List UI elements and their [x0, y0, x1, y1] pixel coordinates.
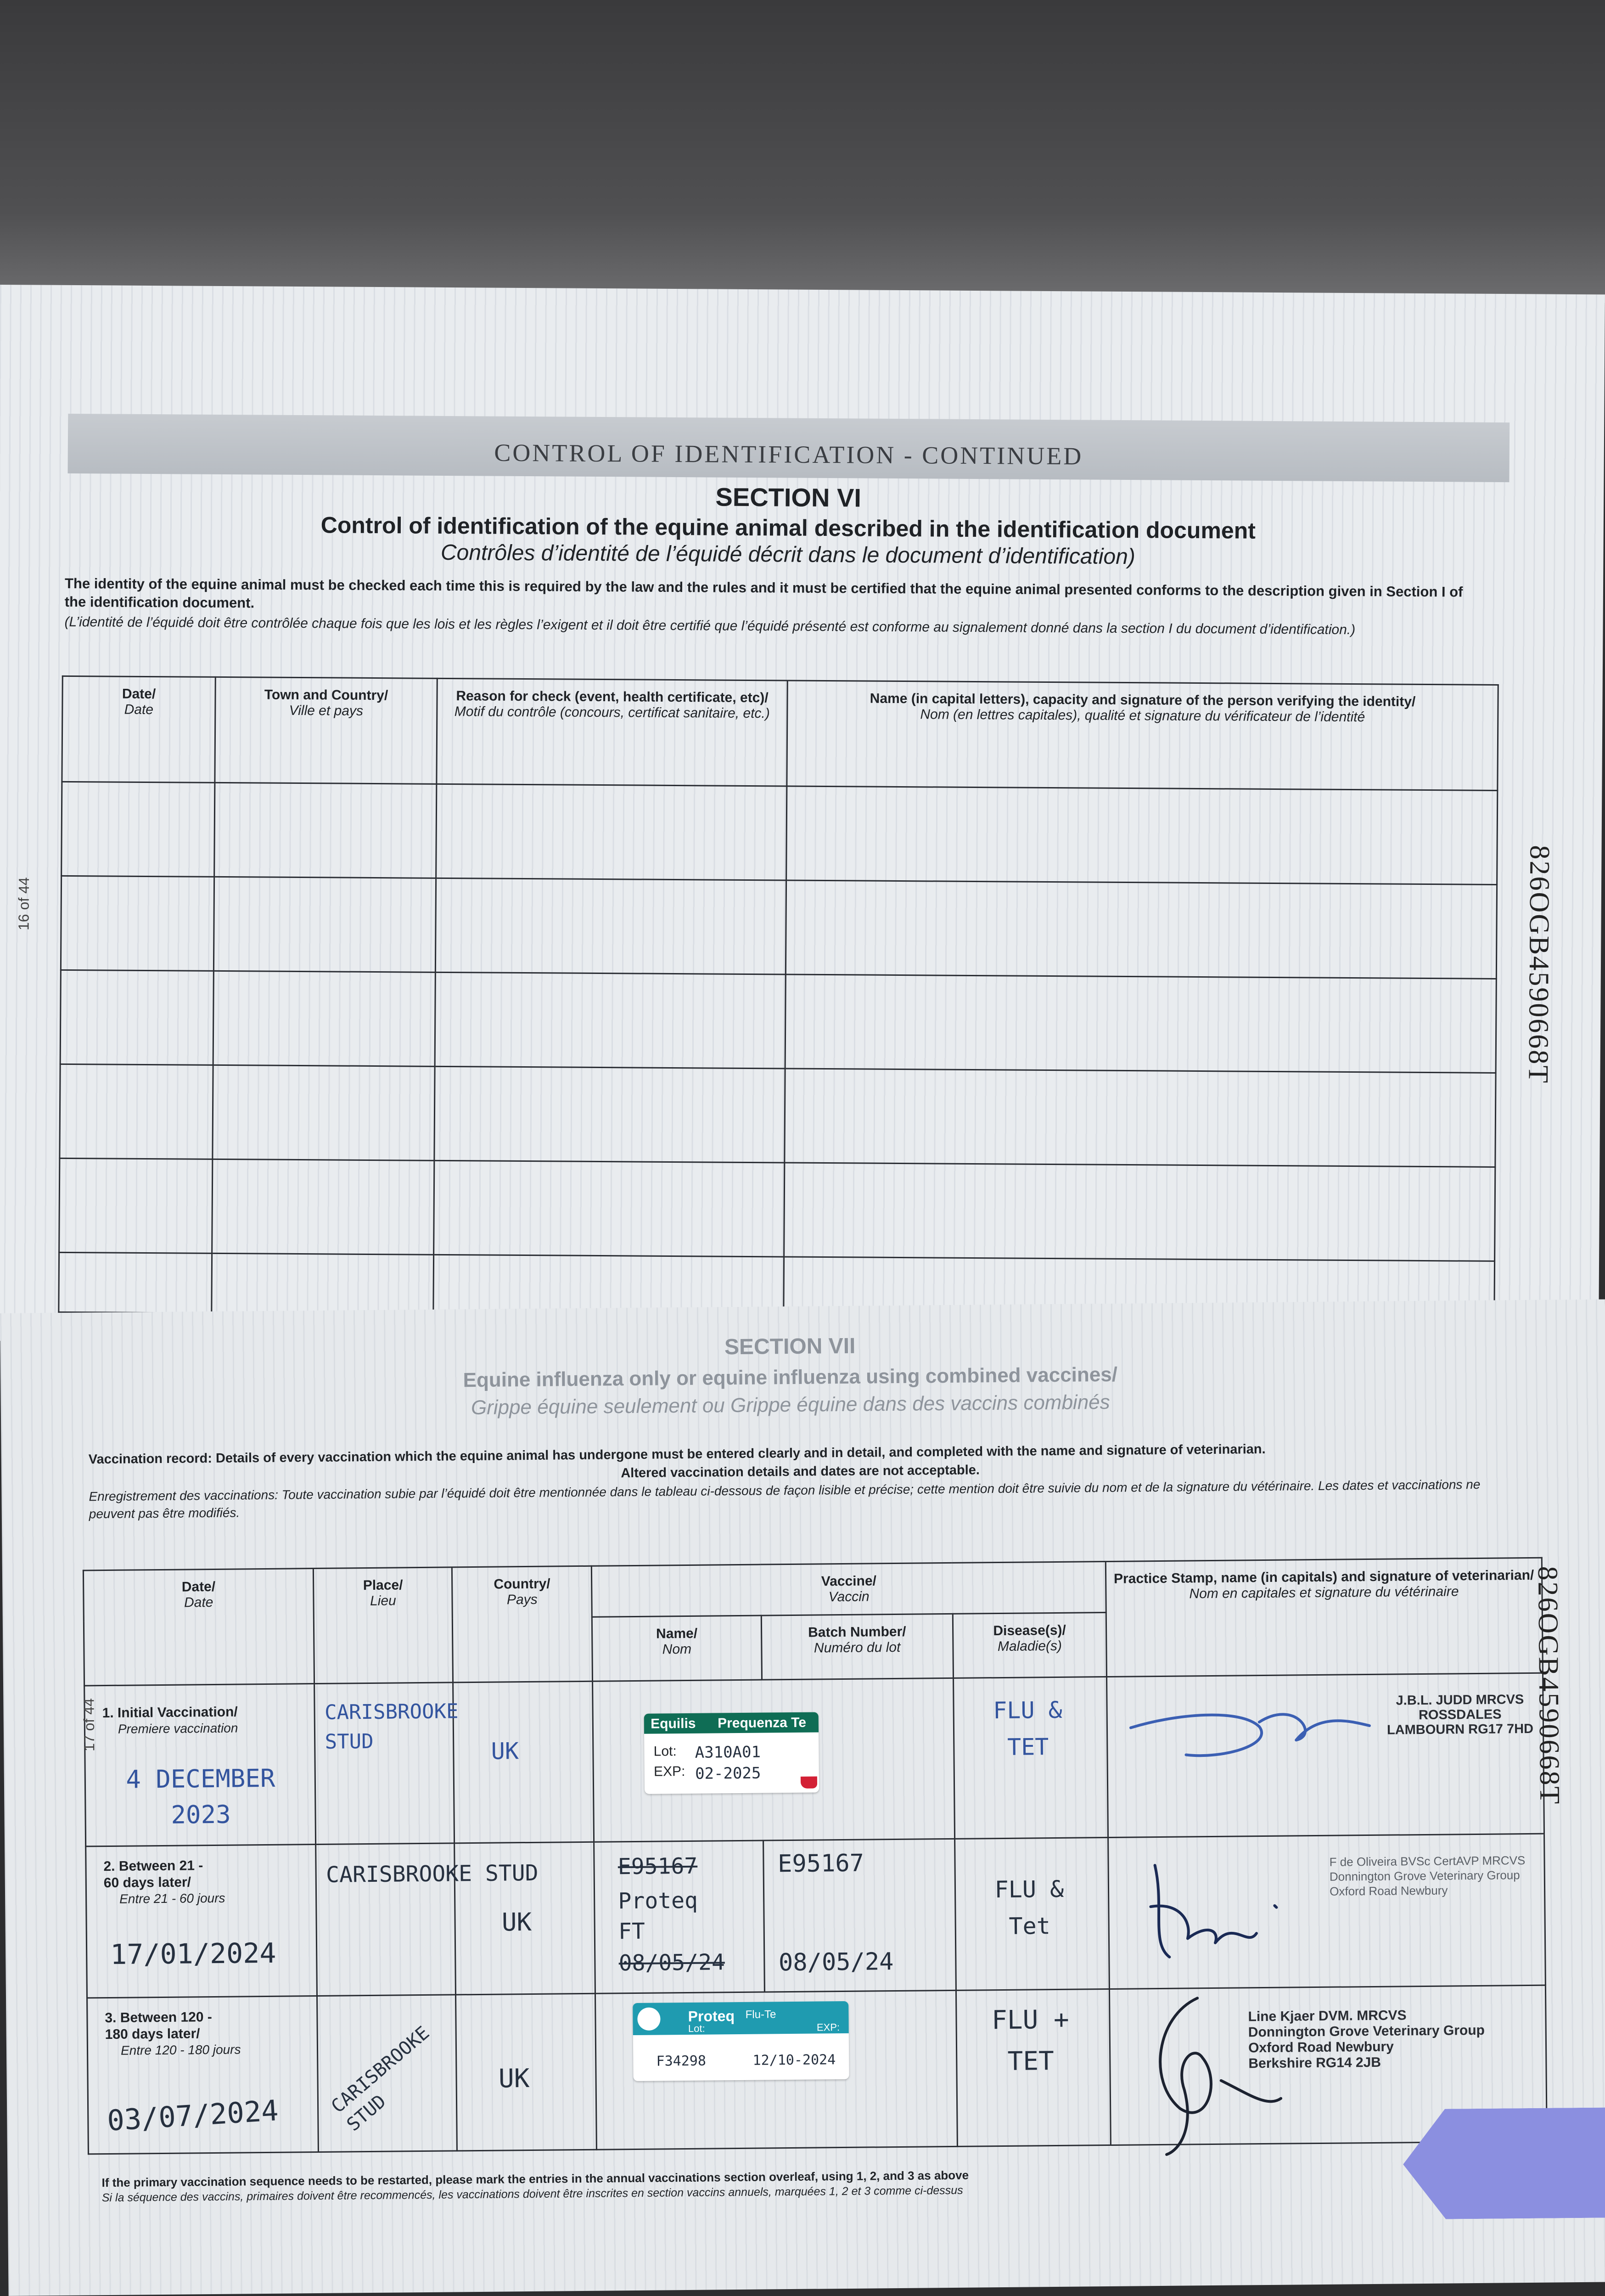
- vaccination-country: UK: [498, 2063, 530, 2094]
- sticker-product: Prequenza Te: [718, 1715, 807, 1731]
- sticker-product: Proteq: [688, 2008, 735, 2025]
- sticker-exp-label: EXP:: [816, 2021, 840, 2033]
- vaccination-place: CARISBROOKE STUD: [325, 1860, 539, 1888]
- section-title: SECTION VII: [724, 1334, 856, 1360]
- vaccine-name: Proteq FT: [618, 1887, 698, 1945]
- col-place: Place/ Lieu: [314, 1567, 453, 1684]
- sticker-exp-label: EXP:: [653, 1764, 685, 1779]
- row-label: 3. Between 120 - 180 days later/: [105, 2009, 212, 2043]
- batch-number: E95167: [777, 1849, 864, 1878]
- page-section-vi: [0, 285, 1605, 1351]
- intro-text-fr: Enregistrement des vaccinations: Toute vaccination subie par l’équidé doit être mentionnée dans le tableau ci-dessous de façon lisible et précise; cette mention doit être suivie du nom et de la signature du vétérinaire. Les dates et vaccinations ne peuvent pas être modifiés.: [89, 1477, 1481, 1521]
- row-label-fr: Entre 120 - 180 jours: [120, 2042, 241, 2058]
- row-label: 2. Between 21 - 60 days later/: [103, 1858, 203, 1891]
- vaccination-place: CARISBROOKE STUD: [327, 2022, 434, 2136]
- col-vaccine-name: Name/ Nom: [592, 1615, 762, 1681]
- vaccination-date: 4 DECEMBER 2023: [126, 1763, 275, 1829]
- passport-number: 826OGB4590668T: [1532, 1566, 1566, 1806]
- page-banner: [67, 414, 1510, 482]
- table-row: [61, 876, 1497, 979]
- col-reason: Reason for check (event, health certificate, etc)/ Motif du contrôle (concours, certificat sanitaire, etc.): [437, 678, 787, 786]
- col-disease: Disease(s)/ Maladie(s): [953, 1612, 1106, 1678]
- vaccine-disease: FLU + TET: [991, 2004, 1069, 2077]
- banner-title: CONTROL OF IDENTIFICATION - CONTINUED: [494, 439, 1083, 470]
- batch-expiry: 08/05/24: [778, 1948, 894, 1977]
- col-date: Date/ Date: [83, 1569, 314, 1686]
- vaccination-row-2: [86, 1834, 1546, 1998]
- sticker-lot: F34298: [656, 2053, 707, 2070]
- row-label-fr: Premiere vaccination: [118, 1721, 238, 1736]
- vaccine-sticker: [644, 1712, 819, 1794]
- sticker-brand: Equilis: [651, 1716, 696, 1732]
- sticker-exp: 02-2025: [695, 1764, 761, 1783]
- vaccine-disease: FLU & Tet: [994, 1875, 1064, 1940]
- col-batch: Batch Number/ Numéro du lot: [761, 1614, 954, 1680]
- vaccination-country: UK: [491, 1738, 519, 1765]
- vaccination-country: UK: [501, 1907, 532, 1937]
- row-label: 1. Initial Vaccination/: [102, 1704, 238, 1721]
- col-verifier: Name (in capital letters), capacity and signature of the person verifying the identity/ Nom (en lettres capitales), qualité et signature du vérificateur de l’identité: [787, 681, 1498, 790]
- row-label-fr: Entre 21 - 60 jours: [119, 1891, 225, 1906]
- vet-signature: [1136, 1850, 1312, 1971]
- page-number: 17 of 44: [80, 1698, 98, 1752]
- section-heading-fr: Contrôles d’identité de l’équidé décrit dans le document d’identification): [440, 540, 1136, 569]
- col-date: Date/ Date: [62, 676, 215, 782]
- footer-note-fr: Si la séquence des vaccins, primaires doivent être recommencés, les vaccinations doivent être inscrites en section vaccins annuels, marquées 1, 2 et 3 comme ci-dessus: [101, 2183, 963, 2205]
- sticker-lot: A310A01: [695, 1743, 761, 1762]
- page-section-vii: [0, 1299, 1605, 2296]
- vaccine-date-struck: 08/05/24: [618, 1949, 725, 1976]
- footer-note: If the primary vaccination sequence needs to be restarted, please mark the entries in the annual vaccinations section overleaf, using 1, 2, and 3 as above: [101, 2168, 969, 2190]
- vaccination-date: 17/01/2024: [110, 1937, 276, 1971]
- col-town-country: Town and Country/ Ville et pays: [215, 677, 437, 784]
- table-row: [60, 1064, 1496, 1167]
- vaccine-name-struck: E95167: [617, 1853, 698, 1880]
- intro-text-fr: (L’identité de l’équidé doit être contrôlée chaque fois que les lois et les règles l’exigent et il doit être certifié que l’équidé présenté est conforme au signalement donné dans la section I du document d’identification.): [64, 614, 1356, 638]
- vet-stamp: F de Oliveira BVSc CertAVP MRCVS Donnington Grove Veterinary Group Oxford Road Newbury: [1329, 1853, 1526, 1898]
- vaccination-row-3: [87, 1985, 1547, 2154]
- col-vet-stamp: Practice Stamp, name (in capitals) and signature of veterinarian/ Nom en capitales et signature du vétérinaire: [1106, 1558, 1543, 1677]
- section-heading: Equine influenza only or equine influenza using combined vaccines/: [463, 1363, 1118, 1392]
- sticker-exp: 12/10-2024: [752, 2052, 836, 2069]
- table-row: [62, 782, 1498, 884]
- intro-text-altered: Altered vaccination details and dates are not acceptable.: [621, 1463, 980, 1481]
- table-row: [59, 1158, 1495, 1261]
- scanner-background: [0, 0, 1605, 303]
- table-row: [60, 970, 1496, 1073]
- page-number: 16 of 44: [15, 877, 33, 931]
- vet-stamp: J.B.L. JUDD MRCVS ROSSDALES LAMBOURN RG17 7HD: [1386, 1692, 1534, 1738]
- col-vaccine: Vaccine/ Vaccin: [592, 1562, 1106, 1617]
- sticker-lot-label: Lot:: [688, 2022, 705, 2034]
- intro-text: Vaccination record: Details of every vaccination which the equine animal has undergone must be entered clearly and in detail, and completed with the name and signature of veterinarian.: [88, 1441, 1266, 1467]
- sticker-suffix: Flu-Te: [745, 2008, 776, 2021]
- intro-text: The identity of the equine animal must be checked each time this is required by the law and the rules and it must be certified that the equine animal presented conforms to the description given in Section I of the identification document.: [64, 575, 1463, 611]
- section-heading-fr: Grippe équine seulement ou Grippe équine dans des vaccins combinés: [471, 1390, 1110, 1419]
- section-title: SECTION VI: [715, 482, 862, 512]
- vet-stamp: Line Kjaer DVM. MRCVS Donnington Grove Veterinary Group Oxford Road Newbury Berkshire RG14 2JB: [1248, 2008, 1485, 2071]
- vaccination-table: [83, 1557, 1548, 2155]
- passport-number: 826OGB4590668T: [1522, 845, 1555, 1085]
- sticker-lot-label: Lot:: [653, 1744, 677, 1759]
- vaccine-sticker: [633, 2001, 849, 2081]
- vaccination-place: CARISBROOKE STUD: [324, 1699, 459, 1754]
- vet-signature: [1121, 1694, 1379, 1769]
- identity-check-table: [58, 675, 1498, 1322]
- vaccine-disease: FLU & TET: [993, 1696, 1063, 1761]
- vaccination-date: 03/07/2024: [106, 2093, 280, 2138]
- col-country: Country/ Pays: [452, 1566, 593, 1683]
- section-heading: Control of identification of the equine animal described in the identification document: [320, 512, 1256, 544]
- vaccination-row-1: [84, 1673, 1544, 1846]
